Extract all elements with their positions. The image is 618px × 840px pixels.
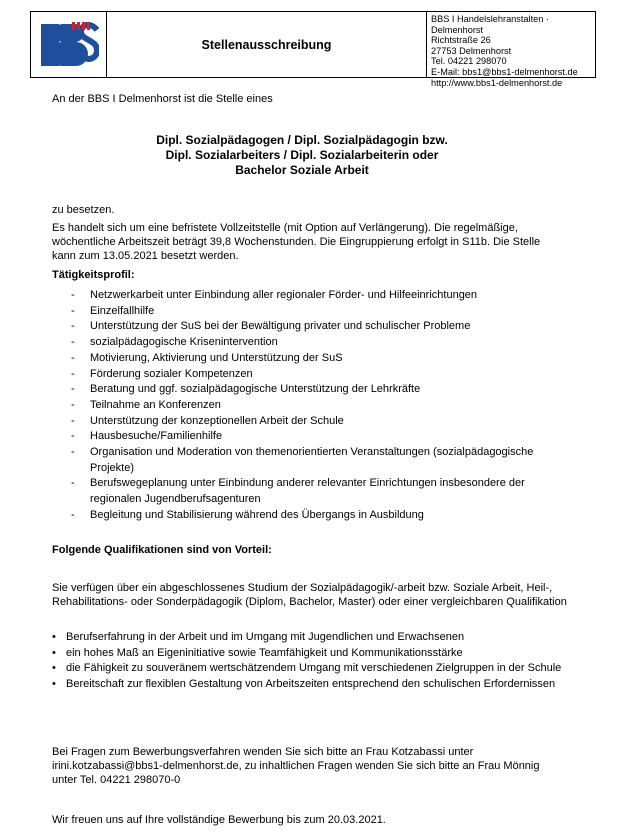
list-item: - Einzelfallhilfe [52,304,572,320]
position-title [52,133,552,178]
list-item: - Teilnahme an Konferenzen [52,398,572,414]
address-line: BBS I Handelslehranstalten · Delmenhorst [431,14,549,35]
address-line: Richtstraße 26 [431,35,491,46]
profile-heading: Tätigkeitsprofil: [52,269,135,281]
qualifications-heading: Folgende Qualifikationen sind von Vorteil: [52,544,272,556]
to-fill-text: zu besetzen. [52,204,115,216]
list-item: - Begleitung und Stabilisierung während des Übergangs in Ausbildung [52,508,572,524]
list-item: - Netzwerkarbeit unter Einbindung aller regionaler Förder- und Hilfeeinrichtungen [52,288,572,304]
position-title-line: Dipl. Sozialarbeiters / Dipl. Sozialarbeiterin oder [165,148,439,162]
list-item: - Unterstützung der SuS bei der Bewältigung privater und schulischer Probleme [52,319,572,335]
list-item: - Berufswegeplanung unter Einbindung anderer relevanter Einrichtungen insbesondere der regionalen Jugendberufsagenturen [52,476,572,507]
logo-cell [31,12,107,77]
closing-text: Wir freuen uns auf Ihre vollständige Bewerbung bis zum 20.03.2021. [52,814,386,826]
list-item: - Beratung und ggf. sozialpädagogische Unterstützung der Lehrkräfte [52,382,572,398]
list-item: • die Fähigkeit zu souveränem wertschätzendem Umgang mit verschiedenen Zielgruppen in der Schule [52,661,572,677]
list-item: - Organisation und Moderation von themenorientierten Veranstaltungen (sozialpädagogische Projekte) [52,445,572,476]
document-title: Stellenausschreibung [107,12,427,77]
qualifications-intro: Sie verfügen über ein abgeschlossenes Studium der Sozialpädagogik/-arbeit bzw. Soziale Arbeit, Heil-, Rehabilitations- oder Sonderpädagogik (Diplom, Bachelor, Master) oder einer vergleichbaren Qualifikation [52,582,567,609]
address-line: 27753 Delmenhorst [431,45,512,56]
contact-text: Bei Fragen zum Bewerbungsverfahren wenden Sie sich bitte an Frau Kotzabassi unter irini.kotzabassi@bbs1-delmenhorst.de, zu inhaltlichen Fragen wenden Sie sich bitte an Frau Mönnig unter Tel. 04221 298070-0 [52,746,540,787]
letterhead [30,11,596,88]
address-line: Tel. 04221 298070 [431,56,507,67]
list-item: • Berufserfahrung in der Arbeit und im Umgang mit Jugendlichen und Erwachsenen [52,630,572,646]
list-item: • Bereitschaft zur flexiblen Gestaltung von Arbeitszeiten entsprechend den schulischen Erfordernissen [52,677,572,693]
qualifications-list [52,630,572,692]
list-item: - Unterstützung der konzeptionellen Arbeit der Schule [52,414,572,430]
position-title-line: Dipl. Sozialpädagogen / Dipl. Sozialpädagogin bzw. [156,133,448,147]
address-line: E-Mail: bbs1@bbs1-delmenhorst.de [431,66,578,77]
position-title-line: Bachelor Soziale Arbeit [235,163,369,177]
description-text: Es handelt sich um eine befristete Vollzeitstelle (mit Option auf Verlängerung). Die regelmäßige, wöchentliche Arbeitszeit beträgt 39,8 Wochenstunden. Die Eingruppierung erfolgt in S11b. Die Stelle kann zum 13.05.2021 besetzt werden. [52,222,541,263]
list-item: - sozialpädagogische Krisenintervention [52,335,572,351]
list-item: • ein hohes Maß an Eigeninitiative sowie Teamfähigkeit und Kommunikationsstärke [52,646,572,662]
list-item: - Hausbesuche/Familienhilfe [52,429,572,445]
list-item: - Motivierung, Aktivierung und Unterstützung der SuS [52,351,572,367]
bbs-logo [39,20,99,70]
school-address [427,12,595,88]
intro-text: An der BBS I Delmenhorst ist die Stelle eines [52,93,273,105]
address-line: http://www.bbs1-delmenhorst.de [431,77,563,88]
profile-list [52,288,572,524]
list-item: - Förderung sozialer Kompetenzen [52,367,572,383]
